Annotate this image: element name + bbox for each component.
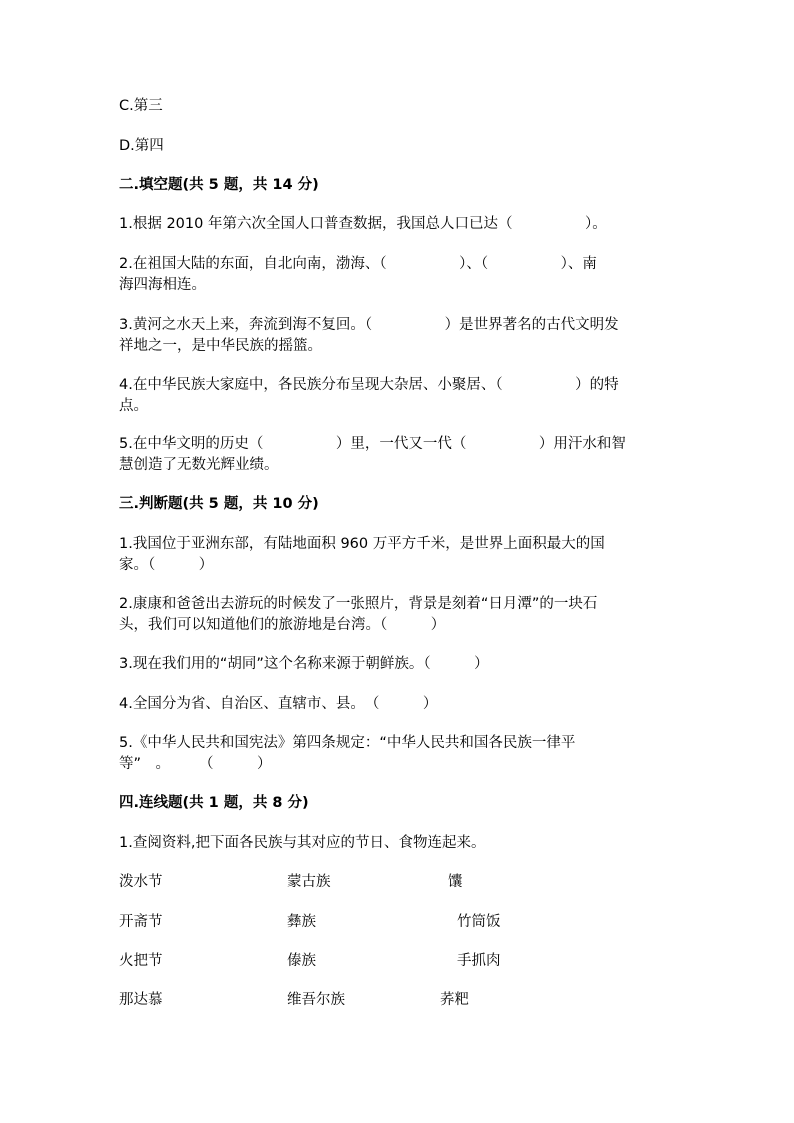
judge-q5-line2: 等” 。 （ ）: [119, 756, 272, 772]
matching-heading: 四.连线题(共 1 题，共 8 分): [119, 795, 309, 811]
judge-q1-line1: 1.我国位于亚洲东部，有陆地面积 960 万平方千米，是世界上面积最大的国: [119, 536, 605, 552]
option-c: C.第三: [119, 98, 163, 114]
judge-q1-line2: 家。（ ）: [119, 557, 214, 573]
judge-q2-line1: 2.康康和爸爸出去游玩的时候发了一张照片，背景是刻着“日月潭”的一块石: [119, 596, 598, 612]
matching-instruction: 1.查阅资料,把下面各民族与其对应的节日、食物连起来。: [119, 835, 486, 851]
food-item: 竹筒饭: [457, 914, 501, 930]
judge-q4-line1: 4.全国分为省、自治区、直辖市、县。 （ ）: [119, 696, 438, 712]
judge-q2-line2: 头，我们可以知道他们的旅游地是台湾。（ ）: [119, 617, 446, 633]
fill-q3-line1: 3.黄河之水天上来，奔流到海不复回。（ ）是世界著名的古代文明发: [119, 317, 619, 333]
judge-heading: 三.判断题(共 5 题，共 10 分): [119, 496, 319, 512]
festival-item: 开斋节: [119, 914, 163, 930]
fill-q5-line2: 慧创造了无数光辉业绩。: [119, 457, 279, 473]
food-item: 荞粑: [440, 992, 469, 1008]
fill-q2-line1: 2.在祖国大陆的东面，自北向南，渤海、（ ）、（ ）、南: [119, 256, 597, 272]
people-item: 维吾尔族: [287, 992, 345, 1008]
fill-q3-line2: 祥地之一，是中华民族的摇篮。: [119, 338, 322, 354]
festival-item: 泼水节: [119, 874, 163, 890]
fill-q4-line1: 4.在中华民族大家庭中，各民族分布呈现大杂居、小聚居、（ ）的特: [119, 377, 619, 393]
fill-q1-line1: 1.根据 2010 年第六次全国人口普查数据，我国总人口已达（ ）。: [119, 216, 607, 232]
fill-q2-line2: 海四海相连。: [119, 277, 206, 293]
fill-blank-heading: 二.填空题(共 5 题，共 14 分): [119, 177, 319, 193]
people-item: 蒙古族: [287, 874, 331, 890]
judge-q3-line1: 3.现在我们用的“胡同”这个名称来源于朝鲜族。（ ）: [119, 656, 489, 672]
fill-q4-line2: 点。: [119, 398, 148, 414]
festival-item: 那达慕: [119, 992, 163, 1008]
judge-q5-line1: 5.《中华人民共和国宪法》第四条规定：“中华人民共和国各民族一律平: [119, 735, 576, 751]
fill-q5-line1: 5.在中华文明的历史（ ）里，一代又一代（ ）用汗水和智: [119, 436, 626, 452]
food-item: 馕: [448, 874, 463, 890]
food-item: 手抓肉: [457, 953, 501, 969]
festival-item: 火把节: [119, 953, 163, 969]
option-d: D.第四: [119, 138, 164, 154]
people-item: 傣族: [287, 953, 316, 969]
people-item: 彝族: [287, 914, 316, 930]
